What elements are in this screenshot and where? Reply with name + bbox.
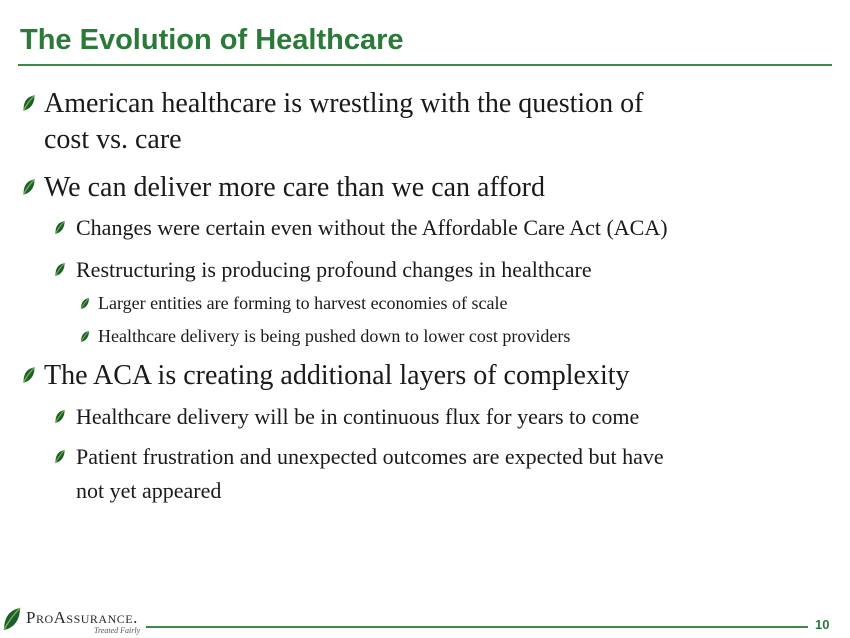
- leaf-icon: [22, 366, 36, 384]
- bullet-text: The ACA is creating additional layers of complexity: [44, 360, 630, 391]
- leaf-icon: [80, 330, 90, 343]
- bullet-text-continued: cost vs. care: [44, 124, 182, 155]
- bullet-item: [98, 324, 570, 348]
- leaf-icon: [54, 220, 66, 235]
- proassurance-logo: [2, 604, 142, 636]
- bullet-text: We can deliver more care than we can afford: [44, 172, 545, 203]
- bullet-text: Healthcare delivery is being pushed down to lower cost providers: [98, 326, 571, 346]
- bullet-text-continued: not yet appeared: [76, 478, 222, 503]
- leaf-icon: [80, 297, 90, 310]
- bullet-item: [98, 291, 508, 315]
- proassurance-leaf-icon: [2, 606, 22, 632]
- bullet-item: [76, 211, 668, 245]
- leaf-icon: [22, 178, 36, 196]
- logo-wordmark: ProAssurance.: [26, 608, 138, 627]
- slide-title: The Evolution of Healthcare: [20, 24, 404, 56]
- bullet-item: [76, 440, 664, 508]
- page-number: 10: [815, 617, 830, 632]
- bullet-text: Changes were certain even without the Affordable Care Act (ACA): [76, 215, 668, 240]
- leaf-icon: [54, 409, 66, 424]
- bullet-text: Restructuring is producing profound changes in healthcare: [76, 257, 592, 282]
- leaf-icon: [54, 262, 66, 277]
- leaf-icon: [22, 94, 36, 112]
- bullet-item: [44, 358, 630, 394]
- bullet-item: [44, 86, 643, 158]
- bullet-text: American healthcare is wrestling with the question of: [44, 88, 644, 119]
- bullet-item: [76, 253, 592, 287]
- logo-tagline: Treated Fairly: [94, 626, 141, 635]
- bullet-item: [76, 400, 639, 434]
- leaf-icon: [54, 449, 66, 464]
- bullet-text: Patient frustration and unexpected outcomes are expected but have: [76, 444, 664, 469]
- bullet-text: Larger entities are forming to harvest economies of scale: [98, 293, 508, 313]
- bullet-item: [44, 170, 545, 206]
- footer-divider: [146, 626, 808, 628]
- bullet-text: Healthcare delivery will be in continuous flux for years to come: [76, 404, 640, 429]
